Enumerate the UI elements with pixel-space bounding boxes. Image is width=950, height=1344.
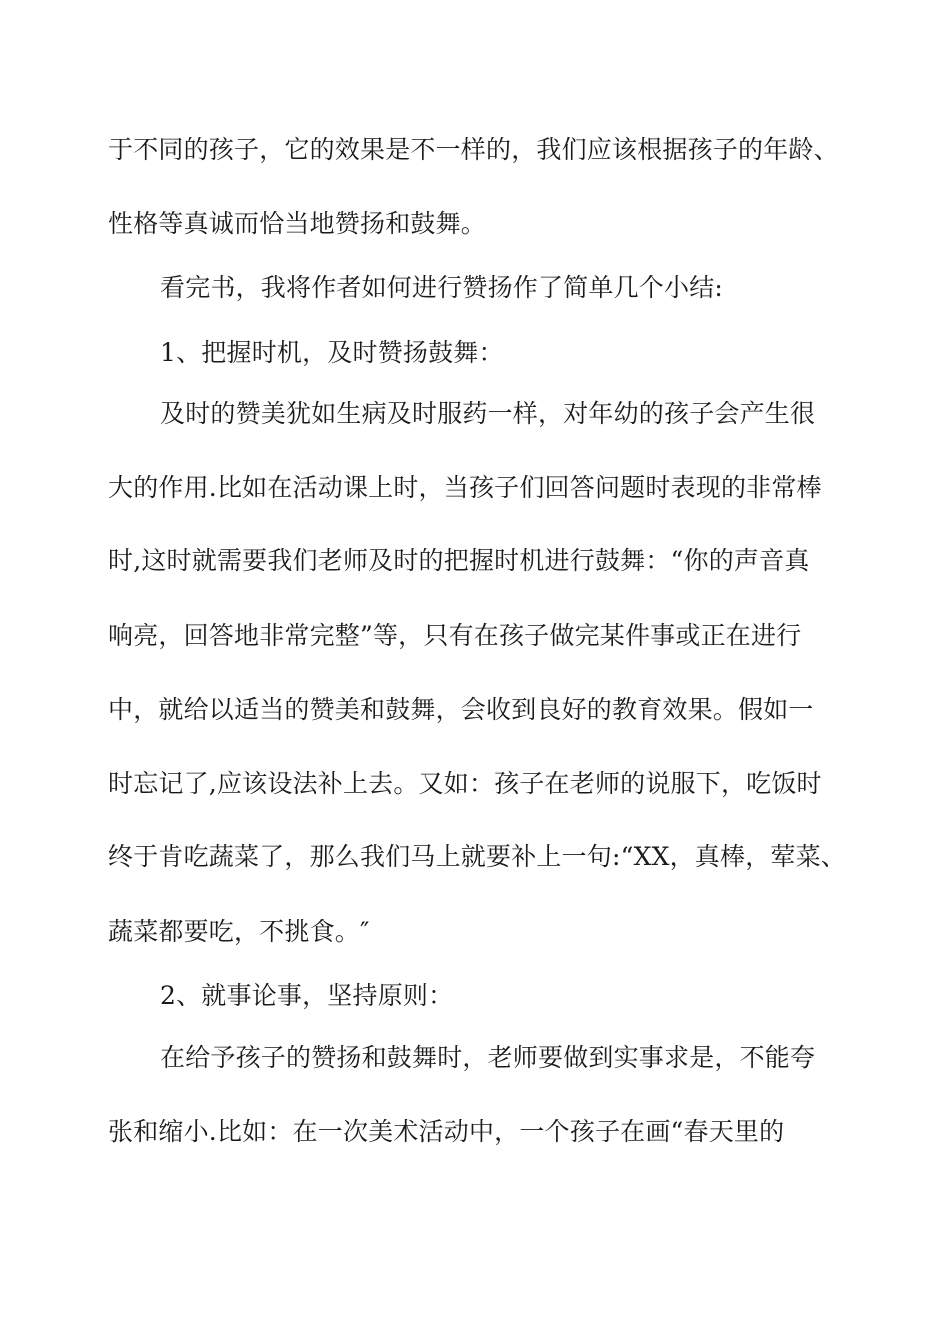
text-line-10: 时忘记了,应该设法补上去。又如：孩子在老师的说服下，吃饭时 [108,769,822,798]
text-line-1: 于不同的孩子，它的效果是不一样的，我们应该根据孩子的年龄、 [108,135,839,164]
text-line-6: 大的作用.比如在活动课上时，当孩子们回答问题时表现的非常棒 [108,473,822,502]
text-line-9: 中，就给以适当的赞美和鼓舞，会收到良好的教育效果。假如一 [108,695,814,724]
heading-point-1: 1、把握时机，及时赞扬鼓舞： [160,338,504,367]
text-line-2: 性格等真诚而恰当地赞扬和鼓舞。 [108,209,487,238]
text-line-8: 响亮，回答地非常完整”等，只有在孩子做完某件事或正在进行 [108,621,802,650]
text-line-15: 张和缩小.比如：在一次美术活动中，一个孩子在画“春天里的 [108,1117,785,1146]
text-line-7: 时,这时就需要我们老师及时的把握时机进行鼓舞：“你的声音真 [108,546,810,575]
text-line-14: 在给予孩子的赞扬和鼓舞时，老师要做到实事求是，不能夸 [160,1043,816,1072]
text-line-5: 及时的赞美犹如生病及时服药一样，对年幼的孩子会产生很 [160,399,816,428]
paragraph-summary-intro: 看完书，我将作者如何进行赞扬作了简单几个小结: [160,273,724,302]
heading-point-2: 2、就事论事，坚持原则： [160,981,454,1010]
text-line-11: 终于肯吃蔬菜了，那么我们马上就要补上一句:“XX，真棒，荤菜、 [108,842,847,871]
text-line-12: 蔬菜都要吃，不挑食。″ [108,917,370,946]
